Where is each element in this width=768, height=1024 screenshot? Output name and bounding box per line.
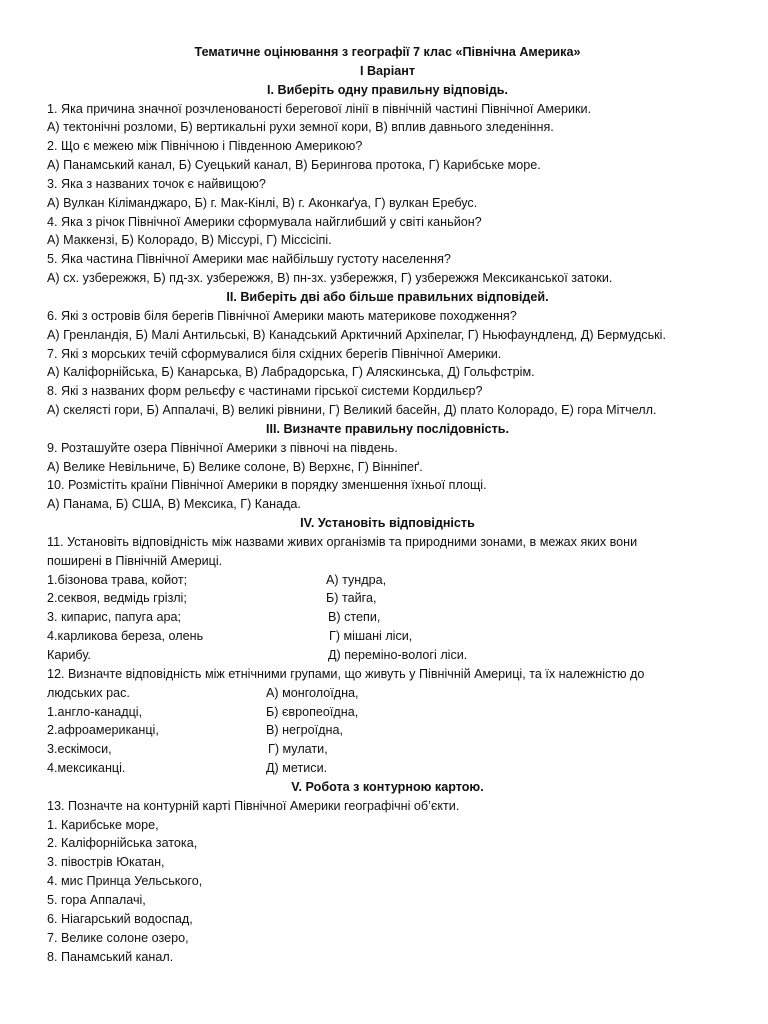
answers-8: А) скелясті гори, Б) Аппалачі, В) великі рівнини, Г) Великий басейн, Д) плато Колорадо, Е) гора Мітчелл. — [47, 403, 657, 418]
section-4-heading: IV. Установіть відповідність — [300, 516, 475, 531]
match-row — [47, 740, 728, 759]
match-left: 3.ескімоси, — [47, 742, 112, 757]
match-row — [47, 646, 728, 665]
match-left: 3. кипарис, папуга ара; — [47, 610, 181, 625]
answers-7: А) Каліфорнійська, Б) Канарська, В) Лабрадорська, Г) Аляскинська, Д) Гольфстрім. — [47, 365, 535, 380]
match-left: 4.карликова береза, олень — [47, 629, 204, 644]
question-1: 1. Яка причина значної розчленованості берегової лінії в північній частині Північної Америки. — [47, 101, 592, 116]
match-left: 1.бізонова трава, койот; — [47, 572, 188, 587]
match-left: Карибу. — [47, 648, 91, 662]
question-11-line-1: 11. Установіть відповідність між назвами живих організмів та природними зонами, в межах яких вони — [47, 534, 638, 549]
match-right: Г) мішані ліси, — [329, 629, 413, 644]
answers-2: А) Панамський канал, Б) Суецький канал, В) Берингова протока, Г) Карибське море. — [47, 158, 541, 173]
answers-3: А) Вулкан Кіліманджаро, Б) г. Мак-Кінлі, В) г. Аконкаґуа, Г) вулкан Еребус. — [47, 195, 478, 210]
answers-5: А) сх. узбережжя, Б) пд-зх. узбережжя, В) пн-зх. узбережжя, Г) узбережжя Мексиканської затоки. — [47, 271, 613, 286]
map-item: 3. півострів Юкатан, — [47, 855, 165, 870]
match-left: 1.англо-канадці, — [47, 704, 143, 719]
question-5: 5. Яка частина Північної Америки має найбільшу густоту населення? — [47, 252, 451, 267]
match-row — [47, 627, 728, 646]
answers-4: А) Маккензі, Б) Колорадо, В) Міссурі, Г) Міссісіпі. — [47, 233, 332, 248]
section-3-heading: III. Визначте правильну послідовність. — [265, 421, 510, 436]
question-12-line-2: людських рас. — [47, 685, 130, 700]
match-row — [47, 684, 728, 703]
match-row — [47, 703, 728, 722]
match-left: 2.секвоя, ведмідь грізлі; — [47, 591, 187, 606]
question-9: 9. Розташуйте озера Північної Америки з півночі на південь. — [47, 440, 398, 455]
match-right: А) монголоїдна, — [266, 685, 359, 700]
question-8: 8. Які з названих форм рельєфу є частинами гірської системи Кордильєр? — [47, 384, 483, 399]
answers-9: А) Велике Невільниче, Б) Велике солоне, В) Верхнє, Г) Вінніпеґ. — [47, 459, 423, 474]
section-2-heading: II. Виберіть дві або більше правильних відповідей. — [226, 289, 549, 304]
question-3: 3. Яка з названих точок є найвищою? — [47, 176, 266, 191]
map-item: 7. Велике солоне озеро, — [47, 930, 189, 945]
match-right: А) тундра, — [326, 572, 387, 587]
question-10: 10. Розмістіть країни Північної Америки в порядку зменшення їхньої площі. — [47, 478, 487, 493]
map-item: 4. мис Принца Уельського, — [47, 874, 203, 889]
document-title: Тематичне оцінювання з географії 7 клас «Північна Америка» — [194, 45, 581, 59]
match-left: 2.афроамериканці, — [47, 723, 159, 738]
question-4: 4. Яка з річок Північної Америки сформувала найглибший у світі каньйон? — [47, 214, 482, 229]
question-12-line-1: 12. Визначте відповідність між етнічними групами, що живуть у Північній Америці, та їх належністю до — [47, 666, 645, 681]
match-right: В) степи, — [328, 610, 381, 625]
answers-10: А) Панама, Б) США, В) Мексика, Г) Канада. — [47, 497, 301, 512]
match-right: Д) переміно-вологі ліси. — [328, 648, 468, 662]
match-left: 4.мексиканці. — [47, 761, 126, 776]
variant-label: I Варіант — [359, 63, 416, 78]
match-row — [47, 571, 728, 590]
match-right: Д) метиси. — [266, 761, 328, 776]
match-right: В) негроїдна, — [266, 723, 343, 738]
answers-6: А) Гренландія, Б) Малі Антильські, В) Канадський Арктичний Архіпелаг, Г) Ньюфаундленд, Д) Бермудські. — [47, 327, 666, 342]
map-item: 6. Ніагарський водоспад, — [47, 911, 193, 926]
match-row — [47, 589, 728, 608]
match-row — [47, 759, 728, 778]
map-item: 2. Каліфорнійська затока, — [47, 836, 198, 851]
question-11-line-2: поширені в Північній Америці. — [47, 553, 223, 568]
match-right: Б) європеоїдна, — [266, 704, 359, 719]
match-row — [47, 721, 728, 740]
question-13: 13. Позначте на контурній карті Північної Америки географічні об’єкти. — [47, 798, 460, 813]
map-item: 5. гора Аппалачі, — [47, 892, 146, 907]
question-2: 2. Що є межею між Північною і Південною Америкою? — [47, 139, 363, 154]
match-right: Г) мулати, — [268, 742, 328, 757]
section-5-heading: V. Робота з контурною картою. — [291, 779, 484, 794]
question-7: 7. Які з морських течій сформувалися біля східних берегів Північної Америки. — [47, 346, 502, 361]
question-6: 6. Які з островів біля берегів Північної Америки мають материкове походження? — [47, 308, 517, 323]
map-item: 8. Панамський канал. — [47, 949, 174, 964]
match-right: Б) тайга, — [326, 591, 377, 606]
answers-1: А) тектонічні розломи, Б) вертикальні рухи земної кори, В) вплив давнього зледеніння. — [47, 120, 554, 135]
map-item: 1. Карибське море, — [47, 817, 159, 832]
section-1-heading: I. Виберіть одну правильну відповідь. — [267, 82, 508, 97]
match-row — [47, 608, 728, 627]
